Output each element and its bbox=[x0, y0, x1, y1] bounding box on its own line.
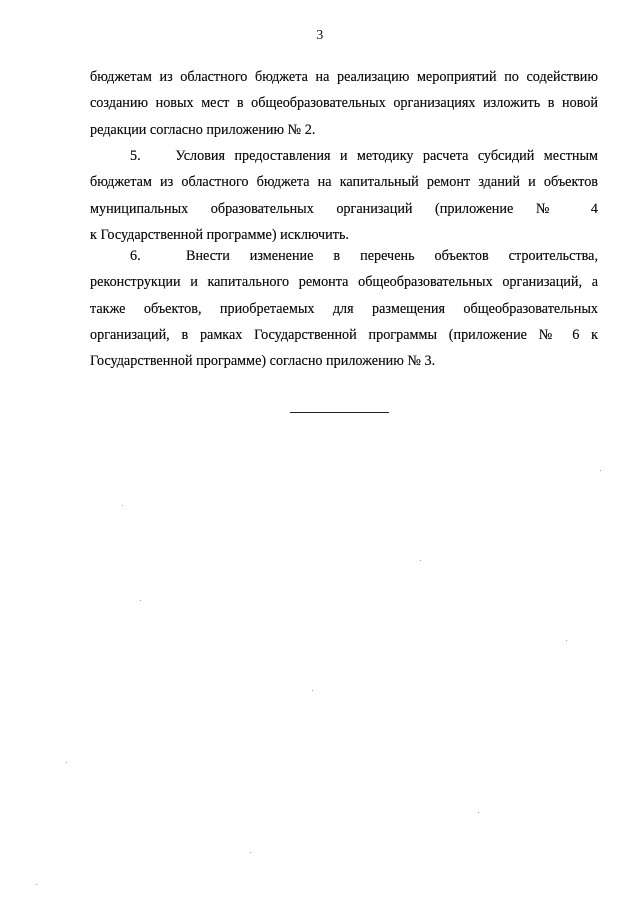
text-line-lead: Внести изменение в перечень объектов строительства, bbox=[186, 248, 599, 264]
text-line: Государственной программе) согласно приложению № 3. bbox=[90, 353, 436, 370]
text-line: бюджетам из областного бюджета на реализацию мероприятий по содействию bbox=[90, 69, 598, 85]
scan-speck bbox=[36, 884, 37, 885]
scan-speck bbox=[312, 690, 313, 691]
scan-speck bbox=[66, 762, 67, 763]
item-number: 6. bbox=[130, 248, 141, 264]
text-line: муниципальных образовательных организаций (приложение № 4 bbox=[90, 200, 598, 217]
text-line: также объектов, приобретаемых для размещения общеобразовательных bbox=[90, 300, 598, 317]
paragraph-item-5 bbox=[90, 143, 598, 248]
text-line-lead: Условия предоставления и методику расчета субсидий местным bbox=[175, 148, 598, 164]
text-line-first bbox=[90, 143, 598, 169]
text-line: созданию новых мест в общеобразовательных организациях изложить в новой bbox=[90, 95, 598, 112]
text-line: организаций, в рамках Государственной программы (приложение № 6 к bbox=[90, 326, 598, 343]
text-line: к Государственной программе) исключить. bbox=[90, 226, 349, 243]
paragraph-continuation bbox=[90, 64, 598, 143]
scan-speck bbox=[566, 640, 567, 641]
text-line: бюджетам из областного бюджета на капитальный ремонт зданий и объектов bbox=[90, 174, 598, 191]
scan-speck bbox=[140, 600, 141, 601]
paragraph-item-6 bbox=[90, 243, 598, 374]
scan-speck bbox=[600, 470, 601, 471]
scan-speck bbox=[122, 505, 123, 506]
item-number: 5. bbox=[130, 148, 141, 164]
text-line: реконструкции и капитального ремонта общеобразовательных организаций, а bbox=[90, 274, 598, 291]
scan-speck bbox=[478, 812, 479, 813]
page-number: 3 bbox=[316, 28, 324, 43]
text-line: редакции согласно приложению № 2. bbox=[90, 121, 316, 138]
scan-speck bbox=[250, 852, 251, 853]
scan-speck bbox=[420, 560, 421, 561]
end-divider-line bbox=[290, 412, 389, 413]
text-line-first bbox=[90, 243, 598, 269]
